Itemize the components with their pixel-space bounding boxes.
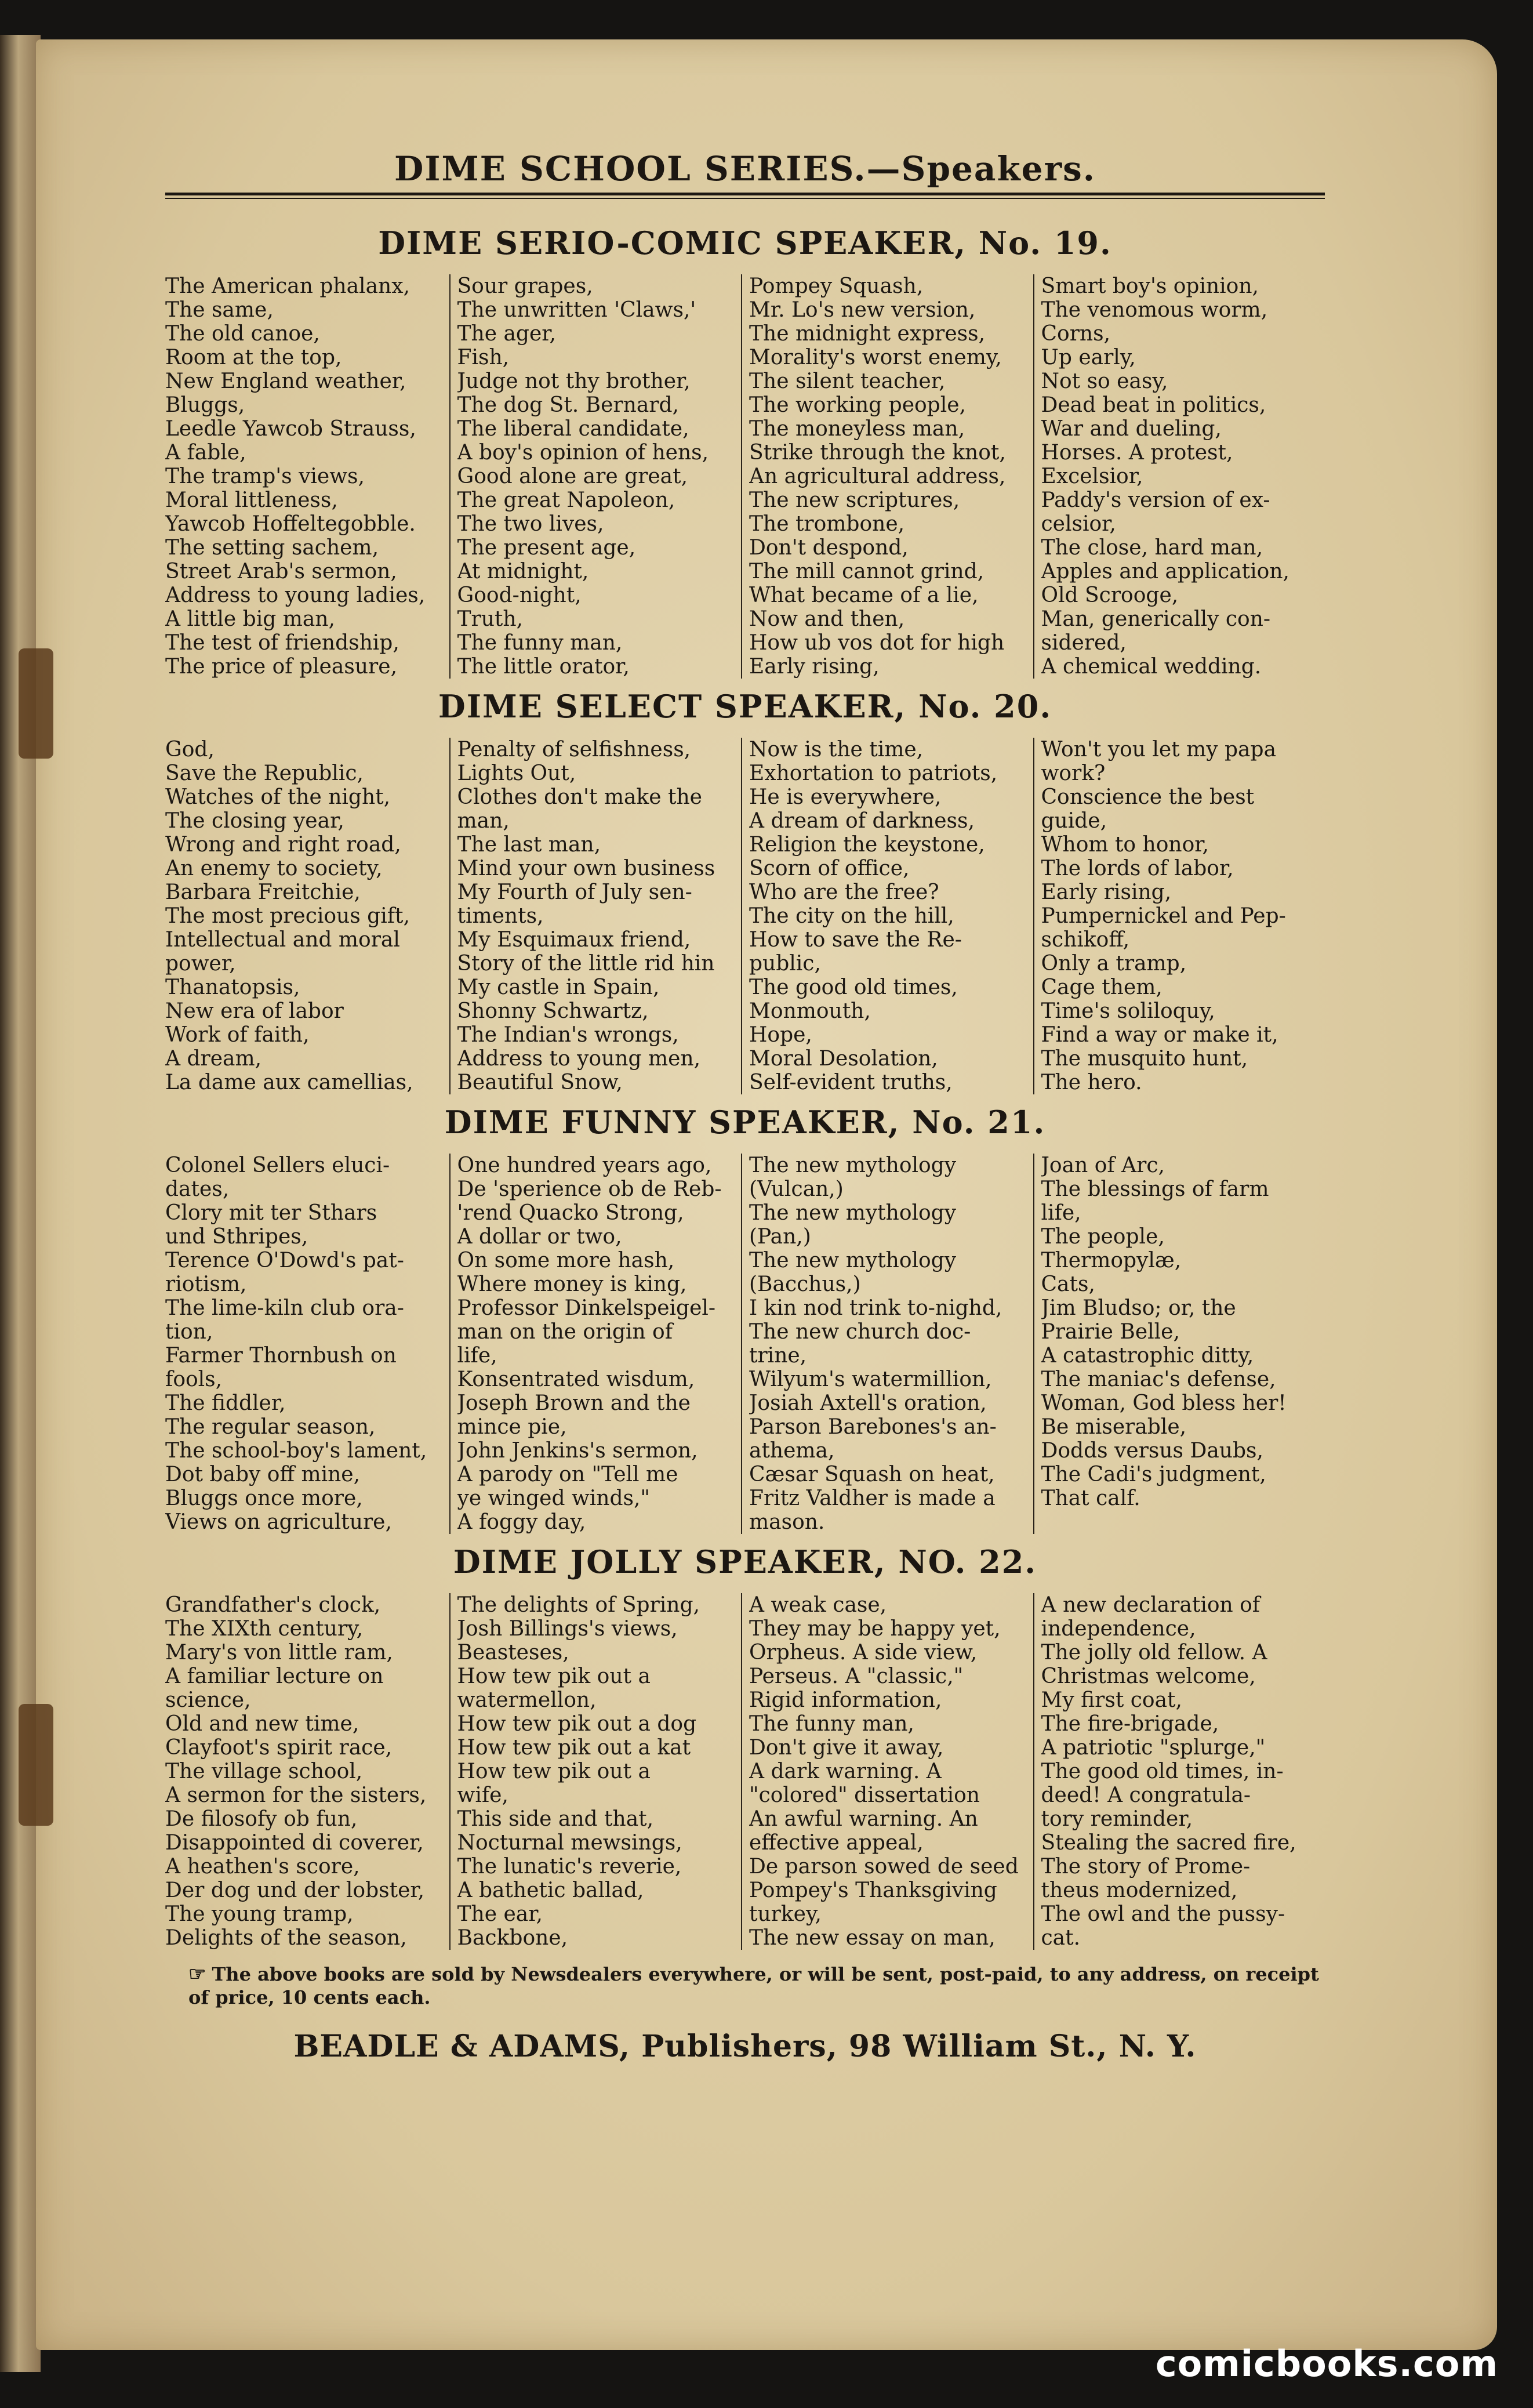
speech-title: The funny man, [457, 631, 623, 655]
speech-title: Story of the little rid hin [457, 952, 715, 975]
publisher-line: BEADLE & ADAMS, Publishers, 98 William St., N. Y. [293, 2029, 1197, 2064]
speech-title: Cæsar Squash on heat, [749, 1463, 995, 1486]
section-title: DIME JOLLY SPEAKER, NO. 22. [453, 1543, 1037, 1580]
speech-title: Not so easy, [1041, 369, 1168, 393]
speech-title: A new declaration of [1041, 1593, 1260, 1617]
speech-title: celsior, [1041, 512, 1116, 536]
speech-title: How ub vos dot for high [749, 631, 1005, 655]
speech-title: (Vulcan,) [749, 1177, 844, 1201]
speech-title: A catastrophic ditty, [1041, 1344, 1254, 1368]
speech-title: Joan of Arc, [1041, 1154, 1165, 1177]
speech-title: Good-night, [457, 583, 582, 607]
speech-title: They may be happy yet, [749, 1617, 1001, 1641]
speech-title: A dream of darkness, [749, 809, 975, 833]
speech-title: Early rising, [749, 655, 880, 679]
speech-title: This side and that, [457, 1807, 654, 1831]
speech-title: Don't give it away, [749, 1736, 944, 1760]
speech-title: Exhortation to patriots, [749, 761, 998, 785]
section-title: DIME SERIO-COMIC SPEAKER, No. 19. [378, 224, 1112, 262]
speech-title: How tew pik out a kat [457, 1736, 691, 1760]
speech-title: A sermon for the sisters, [165, 1783, 427, 1807]
speech-title: Street Arab's sermon, [165, 560, 397, 583]
speech-title: Terence O'Dowd's pat- [165, 1249, 404, 1272]
speech-title: The moneyless man, [749, 417, 965, 441]
speech-title: The closing year, [165, 809, 344, 833]
speech-title: The lime-kiln club ora- [165, 1296, 404, 1320]
speech-title: Beasteses, [457, 1641, 569, 1664]
speech-title: One hundred years ago, [457, 1154, 712, 1177]
speech-title: Mary's von little ram, [165, 1641, 393, 1664]
speech-title: independence, [1041, 1617, 1196, 1641]
speech-title: Address to young men, [457, 1047, 701, 1071]
speech-title: Penalty of selfishness, [457, 738, 691, 761]
speech-title: The great Napoleon, [457, 488, 675, 512]
speech-title: Cage them, [1041, 975, 1163, 999]
speech-title: The fire-brigade, [1041, 1712, 1219, 1736]
speech-title: Judge not thy brother, [457, 369, 691, 393]
speech-title: The present age, [457, 536, 636, 560]
speech-title: The lunatic's reverie, [457, 1855, 682, 1878]
speech-title: ye winged winds," [457, 1486, 650, 1510]
speech-title: The new scriptures, [749, 488, 960, 512]
speech-title: Perseus. A "classic," [749, 1664, 964, 1688]
book-spine [0, 35, 41, 2372]
speech-title: The jolly old fellow. A [1041, 1641, 1267, 1664]
site-watermark: comicbooks.com [1155, 2342, 1498, 2385]
speech-title: "colored" dissertation [749, 1783, 980, 1807]
speech-title: The funny man, [749, 1712, 914, 1736]
speech-title: Grandfather's clock, [165, 1593, 381, 1617]
speech-title: Fritz Valdher is made a [749, 1486, 996, 1510]
speech-title: The price of pleasure, [165, 655, 398, 679]
speech-title: Man, generically con- [1041, 607, 1271, 631]
speech-title: The new church doc- [749, 1320, 971, 1344]
entry-column [165, 1154, 449, 1534]
speech-title: life, [457, 1344, 497, 1368]
speech-title: The midnight express, [749, 322, 986, 346]
speech-title: What became of a lie, [749, 583, 979, 607]
speech-title: Clory mit ter Sthars [165, 1201, 377, 1225]
speech-title: La dame aux camellias, [165, 1071, 413, 1094]
speech-title: An awful warning. An [749, 1807, 978, 1831]
speech-title: The blessings of farm [1041, 1177, 1269, 1201]
speech-title: athema, [749, 1439, 835, 1463]
speech-title: The new mythology [749, 1154, 957, 1177]
speech-title: work? [1041, 761, 1106, 785]
speech-title: The old canoe, [165, 322, 320, 346]
speech-title: An agricultural address, [749, 465, 1006, 488]
speech-title: Room at the top, [165, 346, 342, 369]
section-title: DIME FUNNY SPEAKER, No. 21. [444, 1104, 1046, 1141]
speech-title: life, [1041, 1201, 1081, 1225]
speech-title: Only a tramp, [1041, 952, 1187, 975]
speech-title: He is everywhere, [749, 785, 942, 809]
speech-title: The tramp's views, [165, 465, 365, 488]
speech-title: Pumpernickel and Pep- [1041, 904, 1286, 928]
speech-title: Work of faith, [165, 1023, 310, 1047]
speech-title: Moral Desolation, [749, 1047, 938, 1071]
speech-title: The silent teacher, [749, 369, 946, 393]
section-columns [165, 1154, 1325, 1534]
speech-title: deed! A congratula- [1041, 1783, 1251, 1807]
speech-title: The new mythology [749, 1201, 957, 1225]
speech-title: Time's soliloquy, [1041, 999, 1215, 1023]
speech-title: Scorn of office, [749, 857, 910, 880]
speech-title: science, [165, 1688, 251, 1712]
speech-title: A heathen's score, [165, 1855, 360, 1878]
speech-title: The two lives, [457, 512, 604, 536]
speech-title: How tew pik out a [457, 1760, 651, 1783]
speech-title: The little orator, [457, 655, 630, 679]
speech-title: dates, [165, 1177, 230, 1201]
entry-column [1033, 1154, 1325, 1534]
entry-column [1033, 738, 1325, 1094]
speech-title: public, [749, 952, 821, 975]
speech-title: On some more hash, [457, 1249, 675, 1272]
speech-title: Dead beat in politics, [1041, 393, 1266, 417]
speech-title: War and dueling, [1041, 417, 1222, 441]
speech-title: A bathetic ballad, [457, 1878, 644, 1902]
sections-container [165, 221, 1325, 1950]
speech-title: Sour grapes, [457, 274, 593, 298]
speech-title: Colonel Sellers eluci- [165, 1154, 390, 1177]
speech-title: Professor Dinkelspeigel- [457, 1296, 716, 1320]
speech-title: effective appeal, [749, 1831, 924, 1855]
entry-column [741, 1593, 1033, 1950]
speech-title: That calf. [1041, 1486, 1140, 1510]
speech-title: watermellon, [457, 1688, 597, 1712]
speech-title: tory reminder, [1041, 1807, 1193, 1831]
speech-title: Pompey Squash, [749, 274, 924, 298]
speech-title: The same, [165, 298, 274, 322]
running-head: DIME SCHOOL SERIES.—Speakers. [394, 149, 1096, 188]
speech-title: sidered, [1041, 631, 1127, 655]
pointing-hand-icon: ☞ [188, 1963, 206, 1986]
speech-title: Barbara Freitchie, [165, 880, 361, 904]
speech-title: Conscience the best [1041, 785, 1255, 809]
speech-title: The XIXth century, [165, 1617, 364, 1641]
speech-title: How to save the Re- [749, 928, 962, 952]
speech-title: timents, [457, 904, 544, 928]
speech-title: Thanatopsis, [165, 975, 300, 999]
order-note-text: The above books are sold by Newsdealers everywhere, or will be sent, post-paid, to any address, on receipt of price, 10 cents each. [188, 1963, 1319, 2008]
section-columns [165, 274, 1325, 679]
speech-title: Good alone are great, [457, 465, 688, 488]
speech-title: The good old times, [749, 975, 958, 999]
speech-title: Won't you let my papa [1041, 738, 1277, 761]
section-title: DIME SELECT SPEAKER, No. 20. [438, 688, 1052, 725]
speech-title: The fiddler, [165, 1391, 286, 1415]
speech-title: Address to young ladies, [165, 583, 426, 607]
entry-column [165, 1593, 449, 1950]
speech-title: A dream, [165, 1047, 262, 1071]
speech-title: Horses. A protest, [1041, 441, 1233, 465]
speech-title: mason. [749, 1510, 825, 1534]
speech-title: The story of Prome- [1041, 1855, 1251, 1878]
speech-title: The liberal candidate, [457, 417, 689, 441]
speech-title: How tew pik out a [457, 1664, 651, 1688]
speech-title: Monmouth, [749, 999, 871, 1023]
speech-title: Christmas welcome, [1041, 1664, 1256, 1688]
speech-title: The working people, [749, 393, 966, 417]
speech-title: De filosofy ob fun, [165, 1807, 358, 1831]
speech-title: Be miserable, [1041, 1415, 1187, 1439]
order-note [165, 1963, 1325, 2009]
section-columns [165, 1593, 1325, 1950]
speech-title: Wilyum's watermillion, [749, 1368, 992, 1391]
binding-stain [19, 1704, 53, 1826]
speech-title: man on the origin of [457, 1320, 673, 1344]
speech-title: The maniac's defense, [1041, 1368, 1276, 1391]
speech-title: Thermopylæ, [1041, 1249, 1182, 1272]
speech-title: At midnight, [457, 560, 589, 583]
speech-title: mince pie, [457, 1415, 567, 1439]
speech-title: Joseph Brown and the [457, 1391, 691, 1415]
entry-column [449, 274, 742, 679]
speech-title: New England weather, [165, 369, 406, 393]
speech-title: The new mythology [749, 1249, 957, 1272]
speech-title: A familiar lecture on [165, 1664, 384, 1688]
speech-title: A dollar or two, [457, 1225, 622, 1249]
entry-column [741, 274, 1033, 679]
speech-title: Where money is king, [457, 1272, 687, 1296]
speech-title: theus modernized, [1041, 1878, 1238, 1902]
speech-title: Mr. Lo's new version, [749, 298, 976, 322]
speech-title: Nocturnal mewsings, [457, 1831, 682, 1855]
speech-title: Fish, [457, 346, 510, 369]
speech-title: Josh Billings's views, [457, 1617, 678, 1641]
speech-title: The city on the hill, [749, 904, 954, 928]
speech-title: Corns, [1041, 322, 1111, 346]
speech-title: Strike through the knot, [749, 441, 1006, 465]
entry-column [741, 738, 1033, 1094]
speech-title: Parson Barebones's an- [749, 1415, 997, 1439]
speech-title: Orpheus. A side view, [749, 1641, 978, 1664]
speech-title: A boy's opinion of hens, [457, 441, 709, 465]
speech-title: Backbone, [457, 1926, 568, 1950]
speech-title: Rigid information, [749, 1688, 942, 1712]
speech-title: A fable, [165, 441, 246, 465]
speech-title: Truth, [457, 607, 524, 631]
speech-title: De 'sperience ob de Reb- [457, 1177, 722, 1201]
header-rule [165, 193, 1325, 199]
speech-title: Josiah Axtell's oration, [749, 1391, 987, 1415]
speech-title: The trombone, [749, 512, 905, 536]
speech-title: Farmer Thornbush on [165, 1344, 397, 1368]
speech-title: Stealing the sacred fire, [1041, 1831, 1296, 1855]
speech-title: Bluggs once more, [165, 1486, 363, 1510]
speech-title: A little big man, [165, 607, 335, 631]
speech-title: (Pan,) [749, 1225, 811, 1249]
speech-title: fools, [165, 1368, 223, 1391]
speech-title: John Jenkins's sermon, [457, 1439, 698, 1463]
speech-title: power, [165, 952, 236, 975]
speech-title: An enemy to society, [165, 857, 383, 880]
speech-title: Mind your own business [457, 857, 715, 880]
speech-title: riotism, [165, 1272, 247, 1296]
speech-title: Watches of the night, [165, 785, 391, 809]
speech-title: The new essay on man, [749, 1926, 996, 1950]
speech-title: trine, [749, 1344, 807, 1368]
speech-title: Now and then, [749, 607, 905, 631]
speech-title: My castle in Spain, [457, 975, 660, 999]
speech-title: Save the Republic, [165, 761, 364, 785]
speech-title: The musquito hunt, [1041, 1047, 1248, 1071]
entry-column [1033, 274, 1325, 679]
speech-title: Disappointed di coverer, [165, 1831, 424, 1855]
speech-title: Paddy's version of ex- [1041, 488, 1270, 512]
entry-column [165, 738, 449, 1094]
entry-column [449, 1154, 742, 1534]
speech-title: wife, [457, 1783, 508, 1807]
speech-title: Lights Out, [457, 761, 576, 785]
speech-title: turkey, [749, 1902, 822, 1926]
speech-title: How tew pik out a dog [457, 1712, 697, 1736]
speech-title: The venomous worm, [1041, 298, 1268, 322]
binding-stain [19, 648, 53, 759]
speech-title: The dog St. Bernard, [457, 393, 679, 417]
speech-title: Morality's worst enemy, [749, 346, 1002, 369]
speech-title: The regular season, [165, 1415, 376, 1439]
speech-title: Prairie Belle, [1041, 1320, 1180, 1344]
speech-title: A weak case, [749, 1593, 887, 1617]
speech-title: My first coat, [1041, 1688, 1182, 1712]
speech-title: Moral littleness, [165, 488, 338, 512]
speech-title: Delights of the season, [165, 1926, 407, 1950]
speech-title: Der dog und der lobster, [165, 1878, 425, 1902]
speech-title: De parson sowed de seed [749, 1855, 1019, 1878]
speech-title: Self-evident truths, [749, 1071, 953, 1094]
speech-title: I kin nod trink to-nighd, [749, 1296, 1002, 1320]
speech-title: Beautiful Snow, [457, 1071, 623, 1094]
speech-title: The young tramp, [165, 1902, 354, 1926]
speech-title: The unwritten 'Claws,' [457, 298, 696, 322]
speech-title: Hope, [749, 1023, 812, 1047]
speech-title: schikoff, [1041, 928, 1130, 952]
entry-column [1033, 1593, 1325, 1950]
speech-title: Intellectual and moral [165, 928, 400, 952]
speech-title: (Bacchus,) [749, 1272, 861, 1296]
speech-title: Cats, [1041, 1272, 1095, 1296]
speech-title: Jim Bludso; or, the [1041, 1296, 1236, 1320]
speech-title: Woman, God bless her! [1041, 1391, 1287, 1415]
entry-column [449, 738, 742, 1094]
speech-title: Clothes don't make the [457, 785, 702, 809]
speech-title: man, [457, 809, 510, 833]
speech-title: The people, [1041, 1225, 1165, 1249]
speech-title: New era of labor [165, 999, 344, 1023]
entry-column [741, 1154, 1033, 1534]
entry-column [165, 274, 449, 679]
speech-title: Now is the time, [749, 738, 924, 761]
speech-title: The last man, [457, 833, 601, 857]
speech-title: guide, [1041, 809, 1107, 833]
speech-title: A patriotic "splurge," [1041, 1736, 1266, 1760]
speech-title: The ager, [457, 322, 556, 346]
speech-title: The American phalanx, [165, 274, 410, 298]
speech-title: 'rend Quacko Strong, [457, 1201, 684, 1225]
speech-title: Excelsior, [1041, 465, 1143, 488]
speech-title: Dodds versus Daubs, [1041, 1439, 1263, 1463]
speech-title: Don't despond, [749, 536, 909, 560]
speech-title: Religion the keystone, [749, 833, 985, 857]
speech-title: The Cadi's judgment, [1041, 1463, 1266, 1486]
speech-title: Find a way or make it, [1041, 1023, 1278, 1047]
speech-title: The school-boy's lament, [165, 1439, 427, 1463]
speech-title: und Sthripes, [165, 1225, 308, 1249]
speech-title: cat. [1041, 1926, 1081, 1950]
speech-title: Apples and application, [1041, 560, 1289, 583]
speech-title: Whom to honor, [1041, 833, 1209, 857]
speech-title: My Fourth of July sen- [457, 880, 692, 904]
speech-title: The Indian's wrongs, [457, 1023, 679, 1047]
speech-title: Views on agriculture, [165, 1510, 392, 1534]
speech-title: Old and new time, [165, 1712, 359, 1736]
speech-title: Leedle Yawcob Strauss, [165, 417, 416, 441]
speech-title: The hero. [1041, 1071, 1142, 1094]
speech-title: Wrong and right road, [165, 833, 401, 857]
speech-title: Yawcob Hoffeltegobble. [165, 512, 416, 536]
section-columns [165, 738, 1325, 1094]
speech-title: The lords of labor, [1041, 857, 1234, 880]
speech-title: Early rising, [1041, 880, 1172, 904]
speech-title: The ear, [457, 1902, 543, 1926]
speech-title: The delights of Spring, [457, 1593, 700, 1617]
speech-title: Up early, [1041, 346, 1136, 369]
speech-title: God, [165, 738, 215, 761]
speech-title: Dot baby off mine, [165, 1463, 361, 1486]
speech-title: A foggy day, [457, 1510, 586, 1534]
speech-title: Konsentrated wisdum, [457, 1368, 695, 1391]
speech-title: The village school, [165, 1760, 363, 1783]
speech-title: A chemical wedding. [1041, 655, 1262, 679]
speech-title: Bluggs, [165, 393, 245, 417]
speech-title: A dark warning. A [749, 1760, 942, 1783]
speech-title: tion, [165, 1320, 213, 1344]
page-content [165, 145, 1325, 2064]
speech-title: Shonny Schwartz, [457, 999, 649, 1023]
speech-title: The mill cannot grind, [749, 560, 985, 583]
speech-title: A parody on "Tell me [457, 1463, 678, 1486]
speech-title: The close, hard man, [1041, 536, 1263, 560]
speech-title: Pompey's Thanksgiving [749, 1878, 997, 1902]
speech-title: The owl and the pussy- [1041, 1902, 1285, 1926]
speech-title: The most precious gift, [165, 904, 410, 928]
speech-title: The good old times, in- [1041, 1760, 1284, 1783]
speech-title: Old Scrooge, [1041, 583, 1179, 607]
entry-column [449, 1593, 742, 1950]
speech-title: Who are the free? [749, 880, 939, 904]
speech-title: The test of friendship, [165, 631, 399, 655]
speech-title: The setting sachem, [165, 536, 379, 560]
speech-title: Clayfoot's spirit race, [165, 1736, 393, 1760]
speech-title: Smart boy's opinion, [1041, 274, 1259, 298]
speech-title: My Esquimaux friend, [457, 928, 691, 952]
